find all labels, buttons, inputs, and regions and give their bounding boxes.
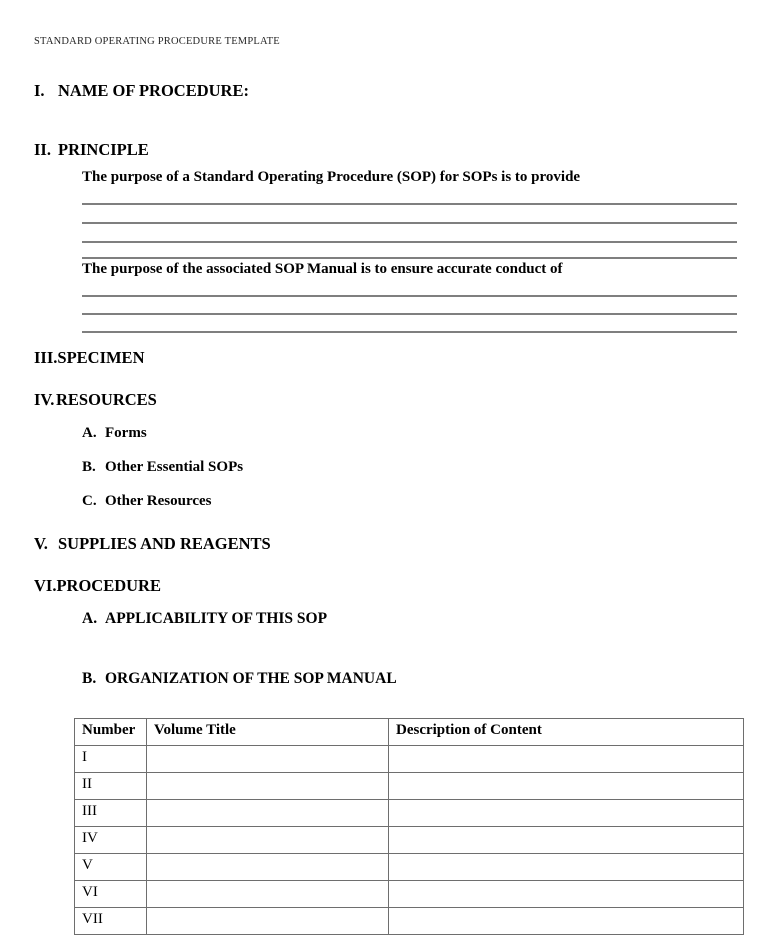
fill-in-line[interactable] [82, 203, 737, 205]
section-number: III. [34, 348, 58, 367]
section-number: I. [34, 81, 45, 100]
cell-number: V [75, 854, 147, 881]
section-heading-resources [34, 390, 157, 410]
cell-volume-title[interactable] [147, 800, 389, 827]
cell-number: VII [75, 908, 147, 935]
sop-manual-volume-table [74, 718, 744, 935]
item-letter: A. [82, 610, 98, 627]
column-header-description: Description of Content [389, 719, 744, 746]
cell-volume-title[interactable] [147, 827, 389, 854]
column-header-volume-title: Volume Title [147, 719, 389, 746]
cell-volume-title[interactable] [147, 908, 389, 935]
procedure-item-applicability [82, 610, 327, 628]
cell-number: VI [75, 881, 147, 908]
cell-description[interactable] [389, 773, 744, 800]
fill-in-line[interactable] [82, 313, 737, 315]
table-row [75, 908, 744, 935]
section-label: PRINCIPLE [58, 140, 149, 159]
fill-in-line[interactable] [82, 222, 737, 224]
section-label: SPECIMEN [57, 348, 145, 367]
fill-in-line[interactable] [82, 331, 737, 333]
principle-prompt-manual-purpose: The purpose of the associated SOP Manual is to ensure accurate conduct of [82, 261, 563, 277]
resources-item-other-essential-sops [82, 459, 243, 476]
table-row [75, 746, 744, 773]
item-letter: B. [82, 459, 96, 475]
table-row [75, 827, 744, 854]
principle-prompt-sop-purpose: The purpose of a Standard Operating Procedure (SOP) for SOPs is to provide [82, 169, 581, 185]
item-label: ORGANIZATION OF THE SOP MANUAL [105, 670, 397, 687]
section-number: II. [34, 140, 51, 159]
section-label: SUPPLIES AND REAGENTS [58, 534, 271, 553]
section-number: V. [34, 534, 48, 553]
cell-description[interactable] [389, 746, 744, 773]
table-body [75, 746, 744, 935]
fill-in-line[interactable] [82, 241, 737, 243]
table-row [75, 800, 744, 827]
item-letter: B. [82, 670, 97, 687]
item-label: Other Resources [105, 493, 212, 509]
cell-description[interactable] [389, 854, 744, 881]
section-heading-specimen [34, 348, 144, 368]
resources-item-forms [82, 425, 147, 442]
table-row [75, 773, 744, 800]
resources-item-other-resources [82, 493, 212, 510]
item-label: Other Essential SOPs [105, 459, 244, 475]
cell-description[interactable] [389, 908, 744, 935]
section-heading-principle [34, 140, 149, 160]
cell-number: III [75, 800, 147, 827]
cell-description[interactable] [389, 800, 744, 827]
fill-in-line[interactable] [82, 257, 737, 259]
fill-in-line[interactable] [82, 295, 737, 297]
cell-volume-title[interactable] [147, 773, 389, 800]
cell-volume-title[interactable] [147, 881, 389, 908]
cell-description[interactable] [389, 827, 744, 854]
item-label: Forms [105, 425, 147, 441]
section-number: IV. [34, 390, 55, 409]
table-header-row [75, 719, 744, 746]
table-row [75, 881, 744, 908]
section-heading-name-of-procedure [34, 81, 249, 101]
cell-volume-title[interactable] [147, 746, 389, 773]
table-row [75, 854, 744, 881]
cell-description[interactable] [389, 881, 744, 908]
section-label: PROCEDURE [56, 576, 161, 595]
cell-number: II [75, 773, 147, 800]
cell-number: IV [75, 827, 147, 854]
column-header-number: Number [75, 719, 147, 746]
procedure-item-organization [82, 670, 397, 688]
item-letter: C. [82, 493, 97, 509]
item-label: APPLICABILITY OF THIS SOP [105, 610, 328, 627]
item-letter: A. [82, 425, 97, 441]
running-header: STANDARD OPERATING PROCEDURE TEMPLATE [34, 36, 280, 47]
section-heading-procedure [34, 576, 161, 596]
cell-number: I [75, 746, 147, 773]
section-heading-supplies-and-reagents [34, 534, 271, 554]
section-number: VI. [34, 576, 57, 595]
section-label: RESOURCES [56, 390, 157, 409]
cell-volume-title[interactable] [147, 854, 389, 881]
section-label: NAME OF PROCEDURE: [58, 81, 249, 100]
